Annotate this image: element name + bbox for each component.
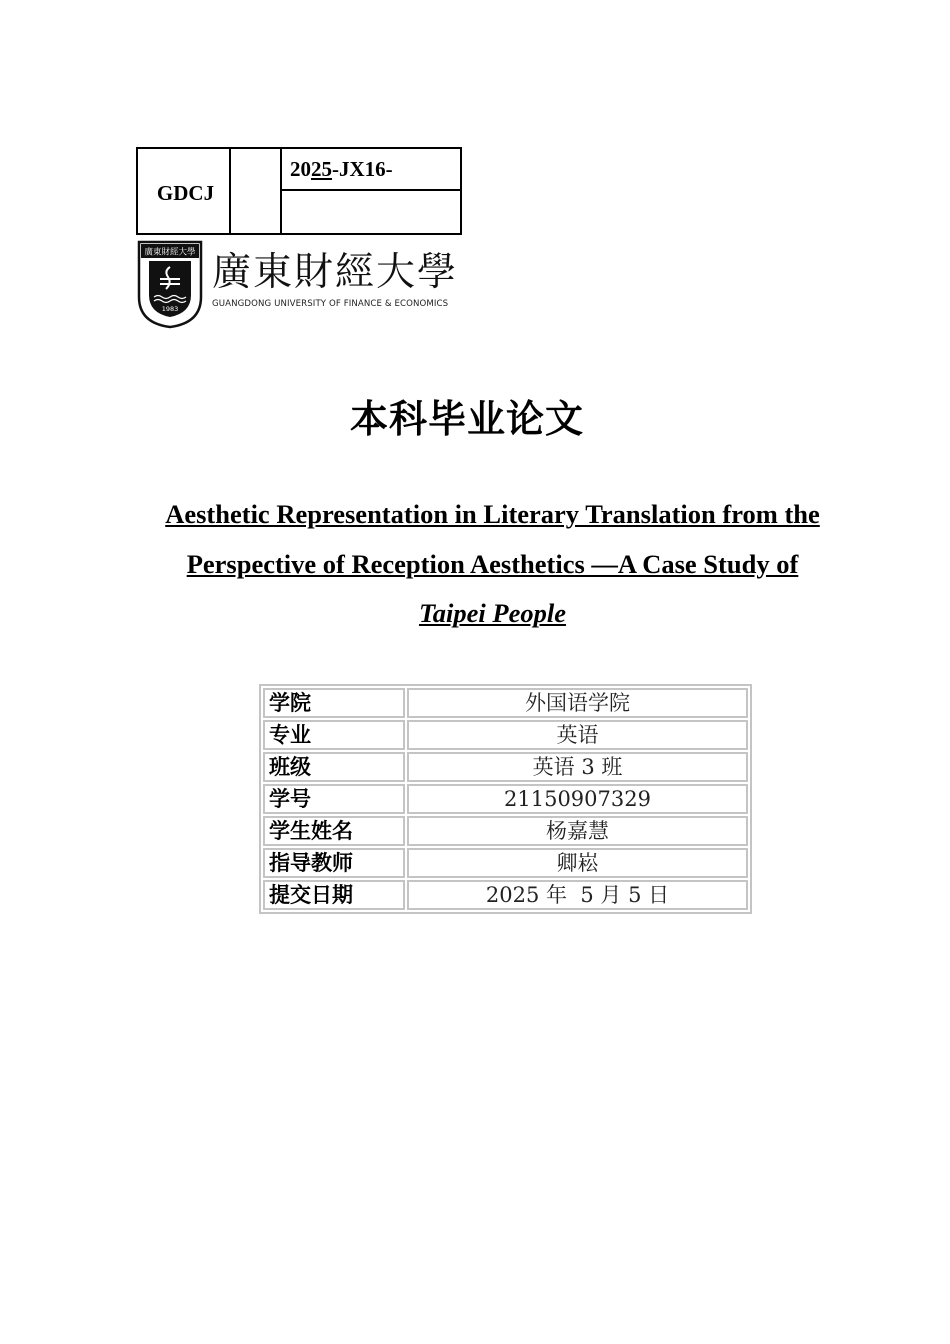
table-row xyxy=(263,752,748,782)
code-number-end: -JX16- xyxy=(332,156,393,181)
thesis-title-line-1: Aesthetic Representation in Literary Translation from the xyxy=(165,499,820,529)
code-empty-cell xyxy=(231,149,282,233)
row-label-submission-date: 提交日期 xyxy=(263,880,405,910)
document-code-box xyxy=(136,147,462,235)
table-row xyxy=(263,880,748,910)
student-info-table xyxy=(259,684,752,914)
row-label-advisor: 指导教师 xyxy=(263,848,405,878)
svg-text:廣東財經大學: 廣東財經大學 xyxy=(144,247,196,258)
row-label-student-name: 学生姓名 xyxy=(263,816,405,846)
university-emblem-icon xyxy=(136,239,204,329)
svg-text:1983: 1983 xyxy=(161,305,179,313)
table-row xyxy=(263,720,748,750)
code-prefix-cell xyxy=(138,149,231,233)
row-label-student-id: 学号 xyxy=(263,784,405,814)
university-name-english: GUANGDONG UNIVERSITY OF FINANCE & ECONOMICS xyxy=(212,299,449,309)
code-prefix: GDCJ xyxy=(156,180,215,205)
row-label-class: 班级 xyxy=(263,752,405,782)
row-value-student-name: 杨嘉慧 xyxy=(407,816,748,846)
row-value-college: 外国语学院 xyxy=(407,688,748,718)
code-number-start: 20 xyxy=(290,156,311,181)
row-value-submission-date: 2025 年 5 月 5 日 xyxy=(407,880,748,910)
table-row xyxy=(263,784,748,814)
thesis-title xyxy=(120,490,865,639)
row-value-student-id: 21150907329 xyxy=(407,784,748,814)
university-logo xyxy=(136,239,464,329)
table-row xyxy=(263,688,748,718)
university-name-chinese: 廣東財經大學 xyxy=(212,250,459,295)
row-value-class: 英语 3 班 xyxy=(407,752,748,782)
code-number-underlined: 25 xyxy=(311,156,332,181)
row-value-advisor: 卿崧 xyxy=(407,848,748,878)
thesis-title-line-2: Perspective of Reception Aesthetics —A Case Study of xyxy=(186,548,799,579)
row-label-college: 学院 xyxy=(263,688,405,718)
table-row xyxy=(263,848,748,878)
table-row xyxy=(263,816,748,846)
code-number-cell xyxy=(282,149,460,191)
code-number xyxy=(290,157,393,182)
row-label-major: 专业 xyxy=(263,720,405,750)
row-value-major: 英语 xyxy=(407,720,748,750)
thesis-title-line-3: Taipei People xyxy=(419,598,566,628)
code-blank-cell xyxy=(282,191,460,233)
document-type-heading: 本科毕业论文 xyxy=(349,397,584,441)
